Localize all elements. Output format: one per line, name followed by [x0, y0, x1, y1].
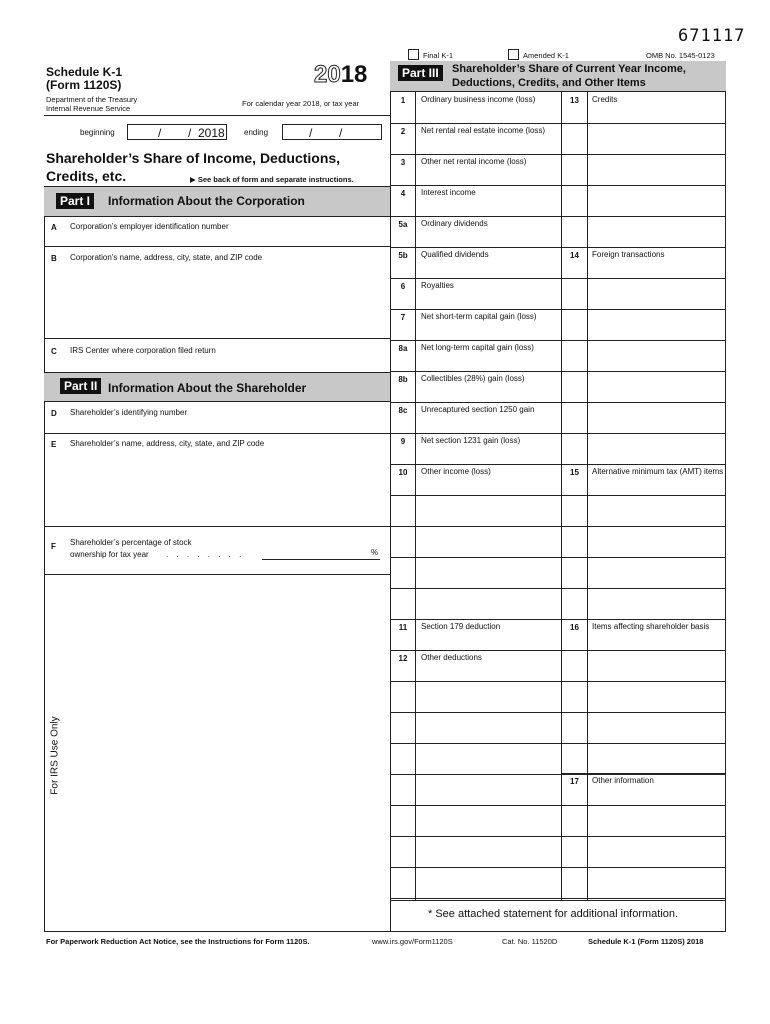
section-rule: [561, 773, 726, 774]
line-2-number: 2: [400, 127, 406, 136]
item-f-label-line1: Shareholder’s percentage of stock: [70, 538, 192, 547]
part1-title: Information About the Corporation: [108, 194, 305, 208]
row-rule: [561, 650, 726, 651]
percent-sign: %: [371, 548, 379, 557]
irs-website[interactable]: www.irs.gov/Form1120S: [372, 937, 453, 946]
line-8c-amount-field[interactable]: [416, 416, 561, 432]
row-rule: [561, 526, 726, 527]
final-k1-label: Final K-1: [423, 51, 454, 60]
line-7-number: 7: [400, 313, 406, 322]
section-rule: [561, 247, 726, 248]
divider: [44, 338, 390, 339]
line-1-label: Ordinary business income (loss): [421, 95, 536, 104]
part3-title-line2: Deductions, Credits, and Other Items: [452, 77, 646, 89]
schedule-title: Schedule K-1: [46, 65, 123, 79]
row-rule: [390, 371, 561, 372]
row-rule: [561, 898, 726, 899]
line-5a-number: 5a: [398, 220, 408, 229]
item-e-letter: E: [51, 440, 57, 449]
row-rule: [561, 185, 726, 186]
row-rule: [390, 650, 561, 651]
line-14-label: Foreign transactions: [592, 250, 665, 259]
row-rule: [390, 247, 561, 248]
row-rule: [561, 309, 726, 310]
line-9-amount-field[interactable]: [416, 447, 561, 463]
item-b-label: Corporation’s name, address, city, state, and ZIP code: [70, 253, 263, 262]
row-rule: [561, 836, 726, 837]
line-13-number: 13: [570, 96, 579, 105]
part2-title: Information About the Shareholder: [108, 381, 307, 395]
row-rule: [390, 433, 561, 434]
item-a-letter: A: [51, 223, 57, 232]
line-6-number: 6: [400, 282, 406, 291]
row-rule: [561, 712, 726, 713]
row-rule: [390, 867, 561, 868]
amended-k1-label: Amended K-1: [523, 51, 569, 60]
line-10-amount-field[interactable]: [416, 478, 561, 494]
line-8a-amount-field[interactable]: [416, 354, 561, 370]
row-rule: [390, 557, 561, 558]
row-rule: [390, 712, 561, 713]
line-8b-number: 8b: [398, 375, 408, 384]
row-rule: [390, 309, 561, 310]
see-back-instructions: ▶ See back of form and separate instructions.: [190, 175, 354, 184]
ownership-percent-field[interactable]: [262, 559, 380, 560]
calendar-year-text: For calendar year 2018, or tax year: [242, 99, 360, 108]
row-rule: [561, 588, 726, 589]
divider: [44, 433, 390, 434]
item-f-label-line2: ownership for tax year: [70, 550, 149, 559]
line-5b-label: Qualified dividends: [421, 250, 489, 259]
row-rule: [390, 619, 561, 620]
line-12-label: Other deductions: [421, 653, 482, 662]
row-rule: [390, 526, 561, 527]
item-d-letter: D: [51, 409, 57, 418]
row-rule: [561, 743, 726, 744]
line-9-label: Net section 1231 gain (loss): [421, 436, 521, 445]
row-rule: [390, 464, 561, 465]
item-a-label: Corporation’s employer identification number: [70, 222, 229, 231]
tax-year-outline: 20: [314, 61, 341, 88]
line-12-amount-field[interactable]: [416, 664, 561, 680]
form-name: (Form 1120S): [46, 78, 122, 92]
ending-date-field[interactable]: [282, 124, 382, 140]
row-rule: [561, 278, 726, 279]
line-3-amount-field[interactable]: [416, 168, 561, 184]
row-rule: [390, 495, 561, 496]
form-id-code: 671117: [678, 26, 746, 46]
item-c-letter: C: [51, 347, 57, 356]
item-c-label: IRS Center where corporation filed return: [70, 346, 216, 355]
item-d-label: Shareholder’s identifying number: [70, 408, 188, 417]
part2-label: Part II: [60, 378, 101, 394]
line-5a-amount-field[interactable]: [416, 230, 561, 246]
item-f-dots: . . . . . . . .: [166, 550, 245, 559]
row-rule: [390, 774, 561, 775]
paperwork-notice: For Paperwork Reduction Act Notice, see the Instructions for Form 1120S.: [46, 937, 310, 946]
row-rule: [561, 371, 726, 372]
line-7-label: Net short-term capital gain (loss): [421, 312, 537, 321]
irs-label: Internal Revenue Service: [46, 104, 131, 113]
item-b-letter: B: [51, 254, 57, 263]
line-16-label: Items affecting shareholder basis: [592, 622, 710, 631]
line-8b-amount-field[interactable]: [416, 385, 561, 401]
row-rule: [561, 867, 726, 868]
ending-date-value: / /: [309, 126, 343, 140]
catalog-number: Cat. No. 11520D: [502, 937, 558, 946]
amended-k1-checkbox[interactable]: [508, 49, 519, 60]
attached-divider: [390, 900, 726, 901]
line-8c-label: Unrecaptured section 1250 gain: [421, 405, 535, 414]
row-rule: [561, 433, 726, 434]
irs-use-only: For IRS Use Only: [49, 716, 61, 795]
row-rule: [390, 402, 561, 403]
line-4-label: Interest income: [421, 188, 476, 197]
beginning-label: beginning: [80, 128, 115, 137]
row-rule: [390, 340, 561, 341]
line-4-amount-field[interactable]: [416, 199, 561, 215]
tax-year: [314, 62, 367, 88]
row-rule: [561, 681, 726, 682]
form-heading-line1: Shareholder’s Share of Income, Deductions,: [46, 150, 341, 166]
section-rule: [561, 464, 726, 465]
line-5b-amount-field[interactable]: [416, 261, 561, 277]
line-10-label: Other income (loss): [421, 467, 491, 476]
right-bottom-border: [390, 931, 726, 932]
row-rule: [561, 557, 726, 558]
row-rule: [390, 123, 561, 124]
row-rule: [390, 185, 561, 186]
tax-year-bold: 18: [340, 61, 368, 88]
divider: [44, 526, 390, 527]
line-8a-label: Net long-term capital gain (loss): [421, 343, 534, 352]
line-8b-label: Collectibles (28%) gain (loss): [421, 374, 525, 383]
divider: [44, 246, 390, 247]
line-13-label: Credits: [592, 95, 618, 104]
line-17-label: Other information: [592, 776, 654, 785]
attached-statement-note: * See attached statement for additional information.: [428, 908, 679, 920]
row-rule: [561, 774, 726, 775]
line-11-number: 11: [398, 623, 408, 632]
omb-number: OMB No. 1545-0123: [646, 51, 715, 60]
line-5b-number: 5b: [398, 251, 408, 260]
beginning-date-field[interactable]: [127, 124, 227, 140]
part3-title-line1: Shareholder’s Share of Current Year Income,: [452, 63, 686, 75]
line-6-amount-field[interactable]: [416, 292, 561, 308]
line-1-number: 1: [400, 96, 406, 105]
line-3-label: Other net rental income (loss): [421, 157, 527, 166]
line-2-amount-field[interactable]: [416, 137, 561, 153]
final-k1-checkbox[interactable]: [408, 49, 419, 60]
row-rule: [390, 836, 561, 837]
divider: [44, 115, 390, 116]
row-rule: [390, 216, 561, 217]
row-rule: [390, 278, 561, 279]
section-rule: [561, 619, 726, 620]
line-1-amount-field[interactable]: [416, 106, 561, 122]
line-8a-number: 8a: [398, 344, 408, 353]
line-10-number: 10: [398, 468, 408, 477]
beginning-date-value: / / 2018: [158, 126, 225, 140]
dept-treasury: Department of the Treasury: [46, 95, 138, 104]
line-4-number: 4: [400, 189, 406, 198]
row-rule: [561, 495, 726, 496]
row-rule: [390, 898, 561, 899]
line-8c-number: 8c: [398, 406, 408, 415]
row-rule: [561, 805, 726, 806]
row-rule: [390, 805, 561, 806]
left-border: [44, 186, 45, 931]
line-12-number: 12: [398, 654, 408, 663]
line-6-label: Royalties: [421, 281, 454, 290]
line-3-number: 3: [400, 158, 406, 167]
line-15-label: Alternative minimum tax (AMT) items: [592, 467, 724, 476]
line-15-number: 15: [570, 468, 579, 477]
right-border: [725, 61, 726, 931]
row-rule: [390, 154, 561, 155]
line-11-amount-field[interactable]: [416, 633, 561, 649]
form-heading-line2: Credits, etc.: [46, 168, 127, 184]
line-7-amount-field[interactable]: [416, 323, 561, 339]
line-16-number: 16: [570, 623, 579, 632]
item-f-letter: F: [51, 542, 56, 551]
row-rule: [390, 743, 561, 744]
form-footer-id: Schedule K-1 (Form 1120S) 2018: [588, 937, 704, 946]
part3-label: Part III: [398, 65, 443, 81]
row-rule: [390, 681, 561, 682]
row-rule: [390, 588, 561, 589]
item-e-label: Shareholder’s name, address, city, state, and ZIP code: [70, 439, 265, 448]
row-rule: [561, 154, 726, 155]
row-rule: [561, 340, 726, 341]
divider: [44, 574, 390, 575]
right-num-divider: [587, 92, 588, 900]
part1-label: Part I: [56, 193, 94, 209]
line-2-label: Net rental real estate income (loss): [421, 126, 546, 135]
line-17-number: 17: [570, 777, 579, 786]
left-bottom-border: [44, 931, 390, 932]
line-14-number: 14: [570, 251, 579, 260]
row-rule: [561, 123, 726, 124]
row-rule: [561, 402, 726, 403]
line-9-number: 9: [400, 437, 406, 446]
row-rule: [561, 216, 726, 217]
line-5a-label: Ordinary dividends: [421, 219, 488, 228]
line-11-label: Section 179 deduction: [421, 622, 501, 631]
ending-label: ending: [244, 128, 269, 137]
